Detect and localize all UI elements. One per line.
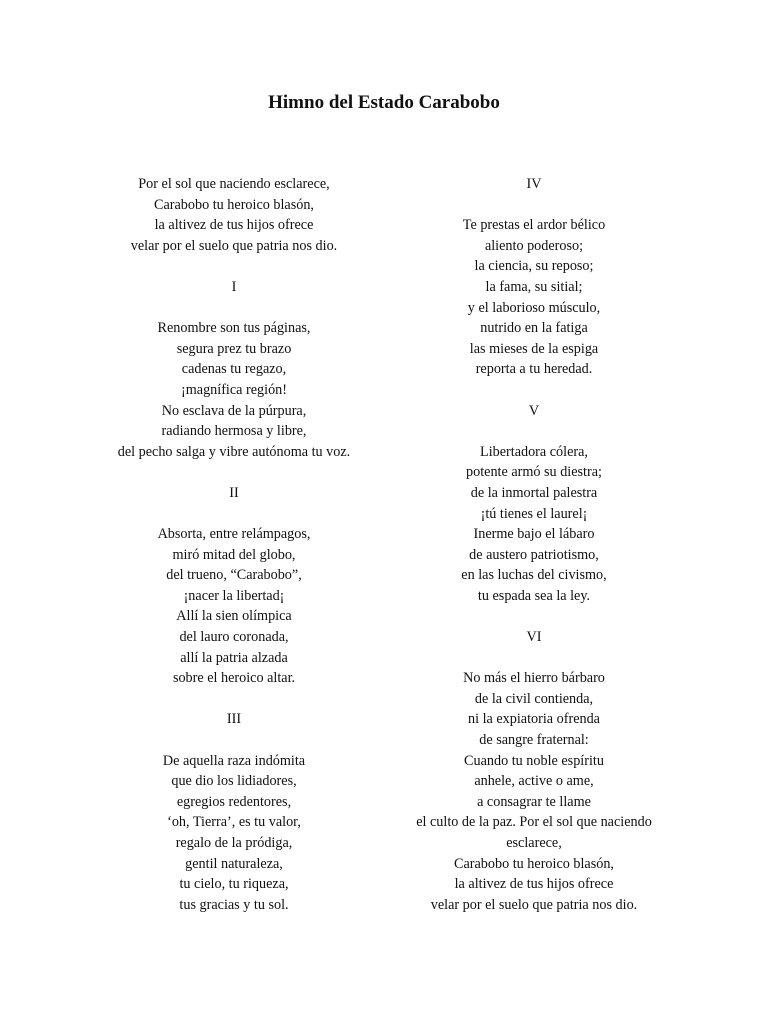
stanza-2 (84, 483, 384, 689)
verse-line: tu espada sea la ley. (477, 587, 591, 604)
verse-line: del trueno, “Carabobo”, (166, 567, 302, 584)
verse-line: la fama, su sitial; (485, 278, 583, 295)
verse-line: ¡magnífica región! (181, 381, 287, 398)
verse-line: esclarece, (506, 835, 562, 851)
verse-line: del lauro coronada, (179, 629, 289, 646)
verse-line: Absorta, entre relámpagos, (157, 526, 311, 543)
stanza-5 (384, 401, 684, 607)
verse-line: Libertadora cólera, (480, 443, 588, 460)
verse-line: Carabobo tu heroico blasón, (154, 196, 314, 213)
verse-line: gentil naturaleza, (185, 855, 283, 872)
stanza-heading: II (229, 484, 239, 501)
verse-line: ‘oh, Tierra’, es tu valor, (167, 814, 301, 831)
verse-line: de sangre fraternal: (479, 732, 589, 749)
verse-line: ¡nacer la libertad¡ (183, 587, 285, 604)
chorus (84, 174, 384, 256)
stanza-heading: III (226, 711, 242, 728)
verse-line: que dio los lidiadores, (171, 773, 297, 790)
verse-line: aliento poderoso; (484, 237, 584, 254)
verse-line: sobre el heroico altar. (172, 670, 296, 687)
verse-line: Por el sol que naciendo esclarece, (138, 176, 330, 192)
verse-line: velar por el suelo que patria nos dio. (430, 896, 638, 913)
verse-line: Carabobo tu heroico blasón, (454, 855, 614, 872)
verse-line: velar por el suelo que patria nos dio. (130, 237, 338, 254)
verse-line: allí la patria alzada (180, 649, 288, 666)
stanza-6 (384, 627, 684, 915)
verse-line: tu cielo, tu riqueza, (179, 876, 289, 893)
verse-line: y el laborioso músculo, (467, 299, 601, 316)
verse-line: a consagrar te llame (477, 793, 591, 810)
verse-line: De aquella raza indómita (162, 752, 306, 769)
verse-line: las mieses de la espiga (469, 340, 599, 357)
verse-line: Cuando tu noble espíritu (464, 752, 604, 769)
verse-line: anhele, active o ame, (474, 773, 594, 790)
stanza-heading: IV (526, 176, 542, 192)
verse-line: reporta a tu heredad. (475, 361, 593, 378)
verse-line: Inerme bajo el lábaro (473, 526, 595, 543)
verse-line: en las luchas del civismo, (461, 567, 607, 584)
verse-line: de la civil contienda, (474, 690, 594, 707)
verse-line: nutrido en la fatiga (480, 320, 588, 337)
verse-line: la altivez de tus hijos ofrece (154, 217, 314, 234)
verse-line: radiando hermosa y libre, (161, 423, 307, 440)
verse-line: regalo de la pródiga, (175, 835, 293, 851)
verse-line: No esclava de la púrpura, (161, 402, 307, 419)
verse-line: ni la expiatoria ofrenda (468, 711, 600, 728)
right-column (384, 174, 684, 915)
stanza-3 (84, 709, 384, 915)
verse-line: cadenas tu regazo, (181, 361, 287, 378)
verse-line: de austero patriotismo, (469, 546, 599, 563)
stanza-heading: V (528, 402, 540, 419)
verse-line: segura prez tu brazo (176, 340, 292, 357)
stanza-4 (384, 174, 684, 380)
left-column (84, 174, 384, 915)
verse-line: miró mitad del globo, (172, 546, 296, 563)
verse-line: la ciencia, su reposo; (474, 258, 594, 275)
verse-line: egregios redentores, (176, 793, 292, 810)
verse-line: No más el hierro bárbaro (463, 670, 605, 687)
stanza-heading: I (231, 278, 237, 295)
stanza-heading: VI (526, 629, 542, 646)
verse-line: ¡tú tienes el laurel¡ (480, 505, 588, 522)
verse-line: el culto de la paz. Por el sol que naciendo (416, 814, 652, 831)
verse-line: Te prestas el ardor bélico (462, 217, 606, 234)
verse-line: tus gracias y tu sol. (179, 896, 289, 913)
verse-line: del pecho salga y vibre autónoma tu voz. (117, 443, 351, 460)
verse-line: potente armó su diestra; (466, 464, 602, 481)
verse-line: la altivez de tus hijos ofrece (454, 876, 614, 893)
page-title: Himno del Estado Carabobo (268, 92, 500, 113)
verse-line: de la inmortal palestra (470, 484, 598, 501)
stanza-1 (84, 277, 384, 462)
verse-line: Allí la sien olímpica (176, 608, 292, 625)
verse-line: Renombre son tus páginas, (157, 320, 311, 337)
